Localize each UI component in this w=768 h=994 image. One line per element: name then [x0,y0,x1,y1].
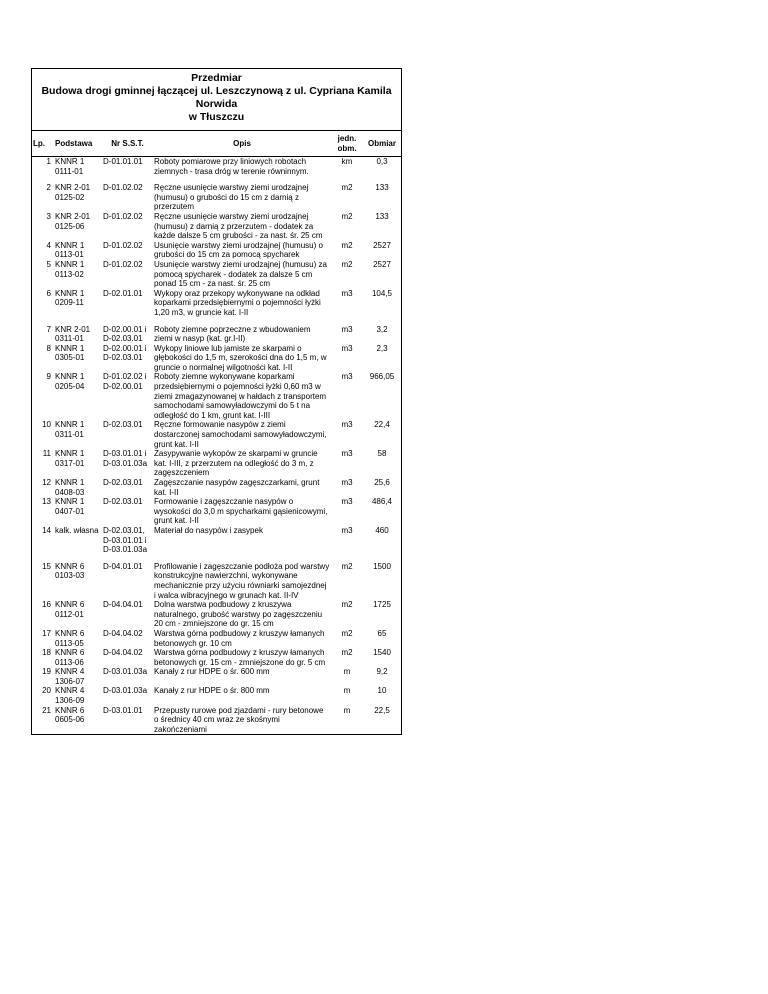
cell-lp: 12 [42,478,51,487]
table-row [32,241,401,260]
table-row [32,157,401,177]
table-row [32,562,401,600]
cell-opis: Zasypywanie wykopów ze skarpami w gruncie kat. I-III, z przerzutem na odległość do 3 m, z zagęszczeniem [154,449,318,478]
cell-podstawa: KNNR 1 0113-02 [55,259,85,279]
cell-sst: D-02.03.01 [103,420,143,430]
cell-jedn: m3 [341,343,353,353]
cell-obmiar: 9,2 [376,667,388,677]
spacer-cell [32,555,401,562]
cell-obmiar: 133 [375,183,389,193]
cell-sst: D-04.04.02 [103,648,143,658]
cell-opis: Formowanie i zagęszczanie nasypów o wysokości do 3,0 m spycharkami gąsienicowymi, grunt kat. I-II [154,497,328,526]
cell-podstawa: KNNR 6 0113-06 [55,648,85,667]
table-row [32,497,401,526]
cell-opis: Zagęszczanie nasypów zagęszczarkami, grunt kat. I-II [154,478,320,497]
table-row [32,648,401,667]
cell-sst: D-01.02.02 [103,183,143,193]
cell-jedn: m2 [341,259,353,269]
cell-sst: D-04.04.02 [103,628,143,638]
table-row [32,629,401,648]
cell-opis: Przepusty rurowe pod zjazdami - rury betonowe o średnicy 40 cm wraz ze skośnymi zakończeniami [154,705,324,734]
table-row [32,420,401,449]
cell-sst: D-02.00.01 i D-02.03.01 [103,343,147,363]
cell-obmiar: 25,6 [374,478,390,487]
cell-opis: Ręczne usunięcie warstwy ziemi urodzajnej (humusu) o grubości do 15 cm z darnią z przerzutem [154,183,309,212]
przedmiar-table [32,131,401,734]
cell-jedn: m2 [341,183,353,193]
cell-lp: 18 [42,648,51,658]
cell-opis: Kanały z rur HDPE o śr. 600 mm [154,667,270,677]
cell-opis: Usunięcie warstwy ziemi urodzajnej (humusu) za pomocą spycharek - dodatek za dalsze 5 cm ponad 15 cm - za nast. śr. 25 cm [154,259,327,289]
cell-sst: D-01.02.02 [103,240,143,250]
cell-obmiar: 58 [377,449,387,459]
cell-lp: 5 [46,259,51,269]
cell-lp: 7 [46,324,51,334]
cell-lp: 6 [46,288,51,298]
table-row [32,260,401,289]
table-row [32,289,401,318]
table-row [32,526,401,555]
cell-lp: 15 [42,561,51,571]
cell-obmiar: 133 [375,211,389,221]
cell-jedn: m3 [341,420,353,430]
table-row [32,449,401,478]
title-line-2: Budowa drogi gminnej łączącej ul. Leszczynową z ul. Cypriana Kamila [41,85,392,97]
cell-lp: 9 [46,372,51,382]
cell-jedn: m [343,686,351,696]
cell-obmiar: 0,3 [376,157,388,166]
cell-podstawa: KNNR 1 0407-01 [55,497,85,516]
cell-opis: Kanały z rur HDPE o śr. 800 mm [154,686,270,696]
document-title [32,69,401,131]
cell-lp: 21 [42,705,51,715]
cell-sst: D-02.03.01 [103,478,143,487]
cell-opis: Roboty ziemne poprzeczne z wbudowaniem ziemi w nasyp (kat. gr.I-II) [154,324,311,344]
cell-obmiar: 460 [375,525,389,535]
cell-lp: 3 [46,211,51,221]
cell-obmiar: 1540 [373,648,391,658]
spacer-cell [32,318,401,325]
cell-podstawa: KNNR 6 0113-05 [55,628,85,648]
cell-podstawa: KNR 2-01 0311-01 [55,324,91,344]
row-spacer [32,555,401,562]
cell-podstawa: KNR 2-01 0125-02 [55,183,91,202]
spacer-cell [32,176,401,183]
cell-jedn: m2 [341,648,353,658]
cell-obmiar: 1500 [373,561,391,571]
cell-jedn: m [343,705,351,715]
cell-jedn: m2 [341,628,353,638]
cell-lp: 20 [42,686,51,696]
cell-sst: D-03.01.03a [103,667,148,677]
table-row [32,212,401,241]
table-header-row [32,131,401,157]
row-spacer [32,318,401,325]
cell-podstawa: KNNR 1 0113-01 [55,240,85,260]
cell-opis: Materiał do nasypów i zasypek [154,525,263,535]
header-lp: Lp. [32,131,54,157]
title-line-3: Norwida [195,98,238,110]
cell-podstawa: KNNR 6 0605-06 [55,705,85,725]
cell-podstawa: KNNR 1 0408-03 [55,478,85,497]
cell-podstawa: KNNR 4 1306-09 [55,686,85,706]
table-row [32,478,401,497]
cell-sst: D-02.03.01 [103,497,143,507]
cell-lp: 14 [42,525,51,535]
cell-jedn: m3 [341,288,353,298]
cell-opis: Warstwa górna podbudowy z kruszyw łamanych betonowych gr. 15 cm - zmniejszone do gr. 5 cm [154,648,326,667]
cell-podstawa: KNNR 6 0112-01 [55,600,85,619]
table-row [32,667,401,686]
cell-obmiar: 2527 [373,259,391,269]
header-opis: Opis [153,131,331,157]
cell-lp: 11 [42,449,51,459]
cell-podstawa: KNR 2-01 0125-06 [55,211,91,231]
cell-sst: D-02.01.01 [103,288,143,298]
cell-jedn: m2 [341,211,353,221]
cell-jedn: m3 [341,497,353,507]
cell-jedn: m2 [341,240,353,250]
table-row [32,600,401,629]
cell-obmiar: 966,05 [369,372,395,382]
cell-podstawa: KNNR 1 0311-01 [55,420,85,440]
cell-sst: D-03.01.01 [103,705,143,715]
cell-lp: 10 [42,420,51,430]
cell-obmiar: 486,4 [371,497,393,507]
cell-podstawa: KNNR 1 0305-01 [55,343,85,363]
cell-podstawa: KNNR 1 0111-01 [55,157,85,176]
cell-sst: D-01.02.02 [103,259,143,269]
cell-lp: 1 [46,157,51,166]
cell-jedn: m2 [341,561,353,571]
cell-sst: D-01.02.02 [103,211,143,221]
cell-opis: Ręczne formowanie nasypów z ziemi dostarczonej samochodami samowyładowczymi, grunt kat. I-II [154,420,327,449]
cell-jedn: m3 [341,372,353,382]
cell-obmiar: 65 [377,628,387,638]
cell-podstawa: KNNR 1 0209-11 [55,288,85,308]
cell-podstawa: KNNR 1 0205-04 [55,372,85,392]
cell-lp: 4 [46,240,51,250]
cell-lp: 8 [46,343,51,353]
cell-opis: Wykopy liniowe lub jamiste ze skarpami o głębokości do 1,5 m, szerokości dna do 1,5 m, w gruncie o normalnej wilgotności kat. I-II [154,343,327,372]
cell-podstawa: KNNR 1 0317-01 [55,449,85,468]
cell-sst: D-01.02.02 i D-02.00.01 [103,372,147,392]
cell-sst: D-04.01.01 [103,561,143,571]
cell-obmiar: 3,2 [376,324,388,334]
cell-sst: D-03.01.01 i D-03.01.03a [103,449,148,468]
cell-lp: 19 [42,667,51,677]
cell-lp: 13 [42,497,51,507]
cell-opis: Warstwa górna podbudowy z kruszyw łamanych betonowych gr. 10 cm [154,628,325,648]
cell-jedn: m3 [341,525,353,535]
cell-sst: D-03.01.03a [103,686,148,696]
cell-jedn: m [343,667,351,677]
cell-opis: Ręczne usunięcie warstwy ziemi urodzajnej (humusu) z darnią z przerzutem - dodatek za każde dalsze 5 cm grubości - za nast. śr. 25 cm [154,211,323,241]
cell-obmiar: 1725 [373,600,391,610]
header-obmiar: Obmiar [363,131,401,157]
cell-sst: D-04.04.01 [103,600,143,610]
title-line-1: Przedmiar [191,72,242,84]
cell-jedn: m3 [341,324,353,334]
cell-obmiar: 2,3 [376,343,388,353]
table-row [32,686,401,705]
cell-jedn: km [341,157,353,166]
cell-podstawa: KNNR 6 0103-03 [55,561,85,581]
cell-lp: 16 [42,600,51,610]
table-row [32,183,401,212]
cell-lp: 2 [46,183,51,193]
cell-obmiar: 10 [377,686,387,696]
table-body [32,157,401,735]
cell-opis: Usunięcie warstwy ziemi urodzajnej (humusu) o grubości do 15 cm za pomocą spycharek [154,240,323,260]
cell-obmiar: 22,5 [374,705,390,715]
cell-opis: Dolna warstwa podbudowy z kruszywa naturalnego, grubość warstwy po zagęszczeniu 20 cm - zmniejszone do gr. 15 cm [154,600,323,629]
cell-sst: D-01.01.01 [103,157,143,166]
table-row [32,344,401,373]
cell-obmiar: 2527 [373,240,391,250]
cell-sst: D-02.00.01 i D-02.03.01 [103,324,147,344]
table-row [32,325,401,344]
cell-jedn: m2 [341,600,353,610]
cell-podstawa: KNNR 4 1306-07 [55,667,85,686]
cell-jedn: m3 [341,478,353,487]
cell-opis: Profilowanie i zagęszczanie podłoża pod warstwy konstrukcyjne nawierzchni, wykonywane mechanicznie przy użyciu równiarki samojezdnej i walca wibracyjnego w grunach kat. II-IV [154,561,330,600]
table-row [32,372,401,420]
cell-opis: Wykopy oraz przekopy wykonywane na odkład koparkami przedsiębiernymi o pojemności łyżki 1,20 m3, w gruncie kat. I-II [154,288,321,317]
cell-opis: Roboty ziemne wykonywane koparkami przedsiębiernymi o pojemności łyżki 0,60 m3 w ziemi zmagazynowanej w hałdach z transportem samochodami samowyładowczymi do 5 t na odległość do 1 km, grunt kat. I-III [154,372,327,420]
table-row [32,706,401,735]
cell-obmiar: 104,5 [371,288,393,298]
cell-lp: 17 [42,628,51,638]
header-sst: Nr S.S.T. [102,131,153,157]
cell-opis: Roboty pomiarowe przy liniowych robotach ziemnych - trasa dróg w terenie równinnym. [154,157,309,176]
przedmiar-sheet [31,68,402,735]
header-podstawa: Podstawa [54,131,102,157]
cell-podstawa: kalk. własna [55,525,99,535]
cell-obmiar: 22,4 [374,420,390,430]
row-spacer [32,176,401,183]
header-jedn: jedn. obm. [331,131,363,157]
cell-jedn: m3 [341,449,353,459]
title-line-4: w Tłuszczu [188,111,245,123]
cell-sst: D-02.03.01, D-03.01.01 i D-03.01.03a [103,525,148,555]
